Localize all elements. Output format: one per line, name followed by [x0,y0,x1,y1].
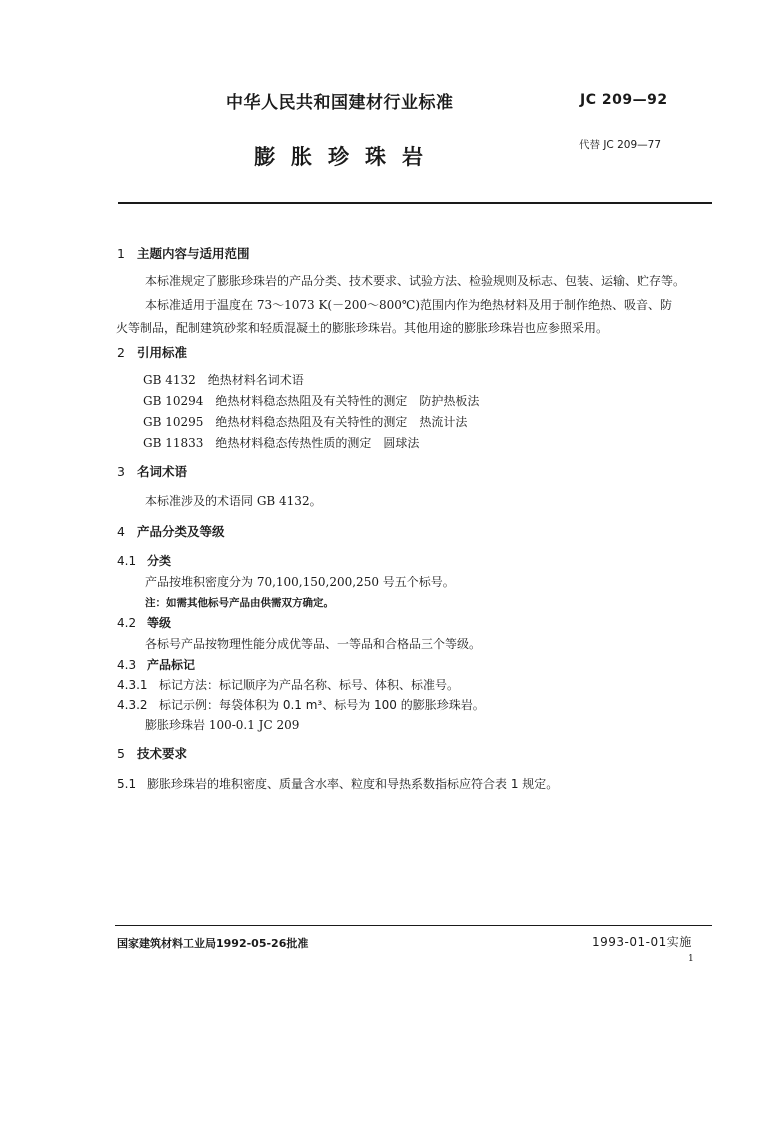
effective-date: 1993-01-01实施 [592,935,692,949]
subsection-number: 4.2 [117,616,137,630]
subsection-4-1-note: 注：如需其他标号产品由供需双方确定。 [145,597,334,609]
subsection-number: 5.1 [117,777,137,791]
reference-item: GB 4132 绝热材料名词术语 [143,373,304,387]
section-number: 2 [117,345,125,360]
standard-code: JC 209—92 [580,92,668,108]
subsection-title: 等级 [147,616,172,630]
section-1-heading [117,244,250,262]
section-5-heading [117,744,187,762]
section-1-paragraph-1: 本标准规定了膨胀珍珠岩的产品分类、技术要求、试验方法、检验规则及标志、包装、运输、贮存等。 [145,274,686,288]
header-divider [118,202,712,204]
subsection-text: 标记方法：标记顺序为产品名称、标号、体积、标准号。 [159,678,460,692]
section-title: 名词术语 [137,464,188,479]
subsection-4-2-heading [117,614,171,631]
subsection-number: 4.3.2 [117,698,148,712]
subsection-5-1 [117,775,558,792]
marking-example: 膨胀珍珠岩 100-0.1 JC 209 [145,718,300,732]
reference-item: GB 11833 绝热材料稳态传热性质的测定 圆球法 [143,436,420,450]
section-title: 产品分类及等级 [137,524,225,539]
section-title: 引用标准 [137,345,188,360]
subsection-4-3-1 [117,676,459,693]
reference-item: GB 10295 绝热材料稳态热阻及有关特性的测定 热流计法 [143,415,468,429]
approval-line: 国家建筑材料工业局1992-05-26批准 [117,937,309,950]
subsection-text: 标记示例：每袋体积为 0.1 m³、标号为 100 的膨胀珍珠岩。 [159,698,485,712]
standard-name: 膨胀珍珠岩 [254,145,439,169]
section-number: 1 [117,246,125,261]
section-number: 4 [117,524,125,539]
reference-item: GB 10294 绝热材料稳态热阻及有关特性的测定 防护热板法 [143,394,480,408]
section-3-paragraph: 本标准涉及的术语同 GB 4132。 [145,494,322,508]
subsection-4-3-heading [117,656,195,673]
subsection-number: 4.3.1 [117,678,148,692]
section-number: 5 [117,746,125,761]
footer-divider [115,925,712,926]
org-title: 中华人民共和国建材行业标准 [226,93,454,113]
section-3-heading [117,462,187,480]
section-4-heading [117,522,225,540]
section-number: 3 [117,464,125,479]
section-1-paragraph-2-line-2: 火等制品，配制建筑砂浆和轻质混凝土的膨胀珍珠岩。其他用途的膨胀珍珠岩也应参照采用。 [116,321,609,335]
section-1-paragraph-2-line-1: 本标准适用于温度在 73～1073 K(－200～800℃)范围内作为绝热材料及用于制作绝热、吸音、防 [145,298,673,312]
page-number: 1 [688,954,694,964]
subsection-4-3-2 [117,696,485,713]
subsection-4-1-heading [117,552,171,569]
subsection-number: 4.3 [117,658,137,672]
subsection-4-1-paragraph: 产品按堆积密度分为 70,100,150,200,250 号五个标号。 [145,575,455,589]
section-title: 主题内容与适用范围 [137,246,250,261]
replaces-code: 代替 JC 209—77 [579,139,662,151]
subsection-text: 膨胀珍珠岩的堆积密度、质量含水率、粒度和导热系数指标应符合表 1 规定。 [147,777,559,791]
subsection-title: 产品标记 [147,658,196,672]
section-title: 技术要求 [137,746,188,761]
subsection-4-2-paragraph: 各标号产品按物理性能分成优等品、一等品和合格品三个等级。 [145,637,482,651]
subsection-number: 4.1 [117,554,137,568]
section-2-heading [117,343,187,361]
subsection-title: 分类 [147,554,172,568]
